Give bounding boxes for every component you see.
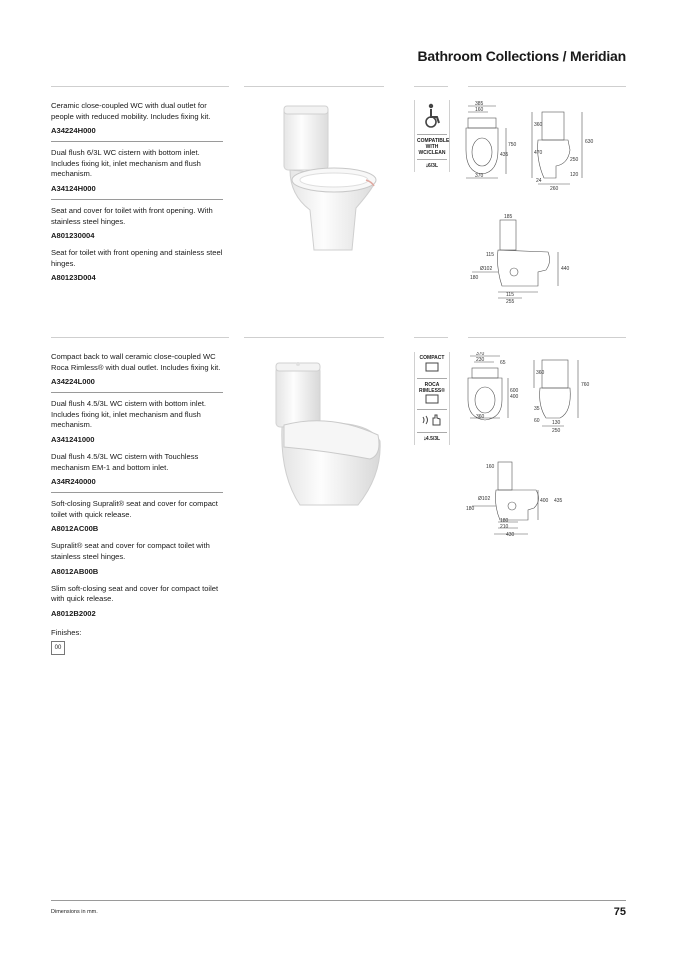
section1-product-list xyxy=(51,101,227,282)
technical-drawing-side-2 xyxy=(458,456,588,538)
product-item xyxy=(51,248,227,282)
dimension-label: Ø102 xyxy=(480,266,493,272)
dimension-label: 750 xyxy=(508,142,517,148)
dimension-label: 360 xyxy=(534,122,543,128)
product-item xyxy=(51,352,227,386)
header-rule-mid xyxy=(244,86,384,87)
water-drop-icon: 💧︎ xyxy=(423,436,426,442)
dimension-label: 440 xyxy=(561,266,570,272)
product-description: Seat for toilet with front opening and stainless steel hinges. xyxy=(51,248,223,268)
item-divider xyxy=(51,392,223,393)
item-divider xyxy=(51,492,223,493)
dimension-label: 250 xyxy=(552,428,561,434)
product-code: A34124H000 xyxy=(51,183,96,193)
rimless-badge: ROCA RIMLESS® xyxy=(417,378,447,409)
dimension-label: 115 xyxy=(486,252,494,258)
flush-label: 💧︎4.5/3L xyxy=(417,432,447,445)
page-number: 75 xyxy=(613,906,626,918)
technical-drawing-side xyxy=(458,212,588,307)
dimension-label: 430 xyxy=(506,532,515,538)
product-item xyxy=(51,584,227,618)
product-code: A34224H000 xyxy=(51,126,96,136)
page-title: Bathroom Collections / Meridian xyxy=(417,48,626,64)
dimension-label: 360 xyxy=(536,370,545,376)
dimension-label: 60 xyxy=(534,418,540,424)
water-drop-icon: 💧︎ xyxy=(425,163,428,169)
product-description: Dual flush 4.5/3L WC cistern with bottom inlet. Includes fixing kit, inlet mechanism and flush mechanism. xyxy=(51,399,207,430)
footer-note: Dimensions in mm. xyxy=(51,909,98,915)
header-rule-icons xyxy=(414,86,448,87)
section2-feature-icons xyxy=(414,352,450,445)
compact-rimless-wc-image xyxy=(270,355,386,515)
dimension-label: 24 xyxy=(536,178,542,184)
dimension-label: 65 xyxy=(500,360,506,366)
icon-box xyxy=(417,100,447,134)
section2-rule-right xyxy=(468,337,626,338)
dimension-label: 370 xyxy=(475,173,484,179)
dimension-label: 210 xyxy=(500,524,509,530)
compatible-badge: COMPATIBLE WITH WC/CLEAN xyxy=(417,134,447,159)
flush-label: 💧︎6/3L xyxy=(417,159,447,172)
product-item xyxy=(51,206,227,240)
dimension-label: 130 xyxy=(552,420,561,426)
product-description: Compact back to wall ceramic close-coupled WC Roca Rimless® with dual outlet. Includes fixing kit. xyxy=(51,352,221,372)
dimension-label: 120 xyxy=(570,172,579,178)
product-item xyxy=(51,499,227,533)
dimension-label: 630 xyxy=(585,139,594,145)
product-description: Ceramic close-coupled WC with dual outlet for people with reduced mobility. Includes fixing kit. xyxy=(51,101,211,121)
product-code: A341241000 xyxy=(51,434,95,444)
product-description: Dual flush 6/3L WC cistern with bottom inlet. Includes fixing kit, inlet mechanism and flush mechanism. xyxy=(51,148,201,179)
product-item xyxy=(51,399,227,444)
footer-rule xyxy=(51,900,626,901)
dimension-label: 435 xyxy=(500,152,509,158)
product-code: A34224L000 xyxy=(51,377,95,387)
wheelchair-icon xyxy=(422,103,442,129)
section1-feature-icons xyxy=(414,100,450,172)
product-description: Soft-closing Supralit® seat and cover for compact toilet with quick release. xyxy=(51,499,218,519)
dimension-label: 260 xyxy=(550,186,559,192)
dimension-label: 760 xyxy=(581,382,590,388)
header-rule-left xyxy=(51,86,229,87)
finish-swatch: 00 xyxy=(51,641,65,655)
product-code: A34R240000 xyxy=(51,477,96,487)
product-code: A8012AC00B xyxy=(51,524,99,534)
dimension-label: Ø102 xyxy=(478,496,491,502)
technical-drawing-top-2 xyxy=(458,352,628,442)
dimension-label: 470 xyxy=(534,150,543,156)
dimension-label: 400 xyxy=(510,394,519,400)
product-description: Dual flush 4.5/3L WC cistern with Touchless mechanism EM-1 and bottom inlet. xyxy=(51,451,199,472)
dimension-label: 160 xyxy=(486,464,495,470)
dimension-label: 250 xyxy=(570,157,579,163)
dimension-label: 385 xyxy=(475,101,484,107)
dimension-label: 600 xyxy=(510,388,519,394)
dimension-label: 255 xyxy=(506,299,515,305)
section2-rule-icons xyxy=(414,337,448,338)
dimension-label: 360 xyxy=(476,414,485,420)
product-description: Seat and cover for toilet with front opening. With stainless steel hinges. xyxy=(51,205,213,226)
product-code: A8012AB00B xyxy=(51,566,99,576)
finishes-label: Finishes: xyxy=(51,627,82,637)
product-description: Slim soft-closing seat and cover for compact toilet with quick release. xyxy=(51,583,219,604)
product-item xyxy=(51,541,227,575)
dimension-label: 435 xyxy=(554,498,563,504)
section2-rule-mid xyxy=(244,337,384,338)
dimension-label: 180 xyxy=(466,506,475,512)
dimension-label: 115 xyxy=(506,292,514,298)
item-divider xyxy=(51,141,223,142)
dimension-label: 180 xyxy=(470,275,479,281)
touchless-hand-icon xyxy=(421,413,443,427)
header-rule-right xyxy=(468,86,626,87)
compact-badge: COMPACT xyxy=(417,352,447,378)
dimension-label: 370 xyxy=(476,352,485,357)
dimension-label: 35 xyxy=(534,406,540,412)
dimension-label: 400 xyxy=(540,498,549,504)
section2-product-list xyxy=(51,352,227,655)
item-divider xyxy=(51,199,223,200)
product-description: Supralit® seat and cover for compact toilet with stainless steel hinges. xyxy=(51,541,210,561)
product-code: A801230004 xyxy=(51,231,95,241)
dimension-label: 180 xyxy=(500,518,509,524)
product-item xyxy=(51,452,227,486)
compact-icon xyxy=(425,361,439,373)
dimension-label: 160 xyxy=(475,107,484,113)
technical-drawing-top xyxy=(458,100,628,195)
rimless-icon xyxy=(425,394,439,404)
dimension-label: 230 xyxy=(476,357,485,363)
close-coupled-wc-image xyxy=(270,100,380,265)
dimension-label: 185 xyxy=(504,214,513,220)
section2-rule-left xyxy=(51,337,229,338)
product-code: A8012B2002 xyxy=(51,608,96,618)
product-code: A80123D004 xyxy=(51,273,96,283)
touchless-badge xyxy=(417,409,447,432)
product-item xyxy=(51,148,227,193)
product-item xyxy=(51,101,227,135)
